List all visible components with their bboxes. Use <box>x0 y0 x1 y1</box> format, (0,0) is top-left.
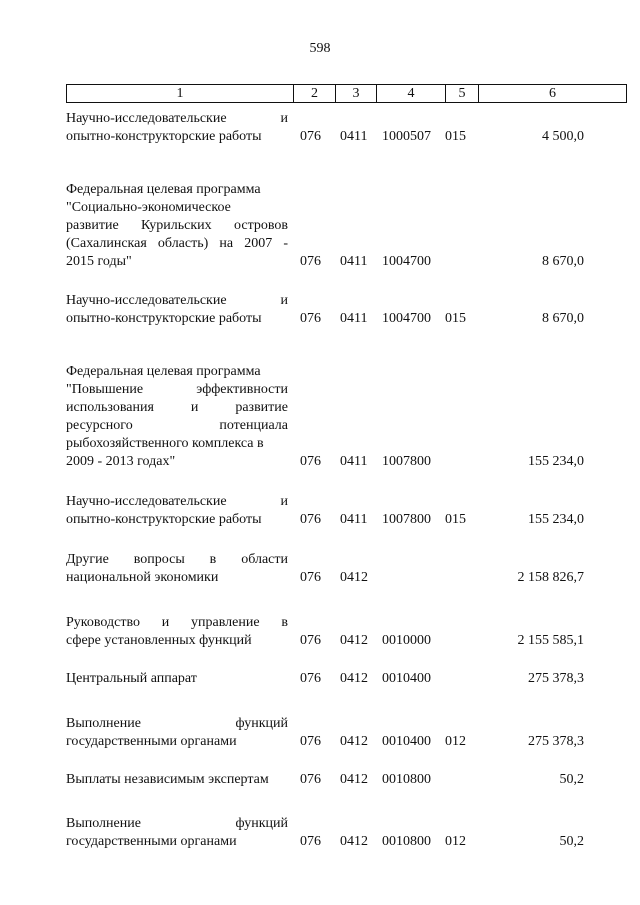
row-description <box>66 614 288 650</box>
row-description <box>66 715 288 751</box>
header-col-2: 2 <box>294 85 336 103</box>
row-description <box>66 181 288 271</box>
row-description <box>66 771 288 789</box>
description-line: 2015 годы" <box>66 254 132 269</box>
section-code: 0411 <box>340 512 368 527</box>
amount: 275 378,3 <box>528 734 584 749</box>
ministry-code: 076 <box>300 734 321 749</box>
amount: 275 378,3 <box>528 671 584 686</box>
table-row <box>0 493 640 529</box>
expense-type-code: 015 <box>445 129 466 144</box>
table-row <box>0 614 640 650</box>
ministry-code: 076 <box>300 671 321 686</box>
description-line: Научно-исследовательские и <box>66 293 288 308</box>
description-line: Научно-исследовательские и <box>66 111 288 126</box>
section-code: 0411 <box>340 454 368 469</box>
header-col-1: 1 <box>67 85 294 103</box>
section-code: 0412 <box>340 633 368 648</box>
description-line: Федеральная целевая программа <box>66 182 261 197</box>
description-line: 2009 - 2013 годах" <box>66 454 176 469</box>
description-line: национальной экономики <box>66 570 219 585</box>
row-description <box>66 551 288 587</box>
section-code: 0411 <box>340 254 368 269</box>
target-article-code: 0010800 <box>382 772 431 787</box>
target-article-code: 1007800 <box>382 512 431 527</box>
ministry-code: 076 <box>300 512 321 527</box>
ministry-code: 076 <box>300 254 321 269</box>
description-line: Другие вопросы в области <box>66 552 288 567</box>
row-description <box>66 363 288 471</box>
description-line: рыбохозяйственного комплекса в <box>66 436 264 451</box>
description-line: Научно-исследовательские и <box>66 494 288 509</box>
expense-type-code: 012 <box>445 734 466 749</box>
header-col-3: 3 <box>336 85 377 103</box>
target-article-code: 1004700 <box>382 254 431 269</box>
description-line: Выполнение функций <box>66 816 288 831</box>
description-line: "Повышение эффективности <box>66 382 288 397</box>
ministry-code: 076 <box>300 633 321 648</box>
row-description <box>66 292 288 328</box>
target-article-code: 1007800 <box>382 454 431 469</box>
description-line: (Сахалинская область) на 2007 - <box>66 236 288 251</box>
ministry-code: 076 <box>300 834 321 849</box>
description-line: ресурсного потенциала <box>66 418 288 433</box>
target-article-code: 1004700 <box>382 311 431 326</box>
table-row <box>0 715 640 751</box>
section-code: 0411 <box>340 311 368 326</box>
ministry-code: 076 <box>300 129 321 144</box>
description-line: государственными органами <box>66 734 237 749</box>
description-line: опытно-конструкторские работы <box>66 129 262 144</box>
description-line: Выполнение функций <box>66 716 288 731</box>
target-article-code: 0010000 <box>382 633 431 648</box>
amount: 155 234,0 <box>528 512 584 527</box>
amount: 4 500,0 <box>542 129 584 144</box>
description-line: опытно-конструкторские работы <box>66 311 262 326</box>
amount: 8 670,0 <box>542 254 584 269</box>
amount: 8 670,0 <box>542 311 584 326</box>
table-row <box>0 551 640 587</box>
section-code: 0411 <box>340 129 368 144</box>
page-number: 598 <box>309 41 331 56</box>
table-row <box>0 670 640 688</box>
description-line: "Социально-экономическое <box>66 200 231 215</box>
section-code: 0412 <box>340 772 368 787</box>
target-article-code: 0010400 <box>382 734 431 749</box>
description-line: сфере установленных функций <box>66 633 252 648</box>
expense-type-code: 015 <box>445 311 466 326</box>
header-col-5: 5 <box>446 85 479 103</box>
description-line: использования и развитие <box>66 400 288 415</box>
target-article-code: 0010400 <box>382 671 431 686</box>
table-row <box>0 815 640 851</box>
table-row <box>0 292 640 328</box>
section-code: 0412 <box>340 570 368 585</box>
target-article-code: 1000507 <box>382 129 431 144</box>
target-article-code: 0010800 <box>382 834 431 849</box>
row-description <box>66 110 288 146</box>
amount: 50,2 <box>559 834 584 849</box>
row-description <box>66 815 288 851</box>
row-description <box>66 493 288 529</box>
table-row <box>0 181 640 271</box>
table-row <box>0 771 640 789</box>
description-line: опытно-конструкторские работы <box>66 512 262 527</box>
amount: 155 234,0 <box>528 454 584 469</box>
header-col-4: 4 <box>377 85 446 103</box>
description-line: развитие Курильских островов <box>66 218 288 233</box>
ministry-code: 076 <box>300 772 321 787</box>
ministry-code: 076 <box>300 570 321 585</box>
section-code: 0412 <box>340 734 368 749</box>
section-code: 0412 <box>340 834 368 849</box>
expense-type-code: 015 <box>445 512 466 527</box>
description-line: государственными органами <box>66 834 237 849</box>
description-line: Центральный аппарат <box>66 671 197 686</box>
header-col-6: 6 <box>479 85 627 103</box>
table-row <box>0 110 640 146</box>
description-line: Федеральная целевая программа <box>66 364 261 379</box>
amount: 2 155 585,1 <box>517 633 584 648</box>
expense-type-code: 012 <box>445 834 466 849</box>
amount: 2 158 826,7 <box>517 570 584 585</box>
description-line: Выплаты независимым экспертам <box>66 772 269 787</box>
amount: 50,2 <box>559 772 584 787</box>
description-line: Руководство и управление в <box>66 615 288 630</box>
ministry-code: 076 <box>300 454 321 469</box>
section-code: 0412 <box>340 671 368 686</box>
table-row <box>0 363 640 471</box>
row-description <box>66 670 288 688</box>
ministry-code: 076 <box>300 311 321 326</box>
